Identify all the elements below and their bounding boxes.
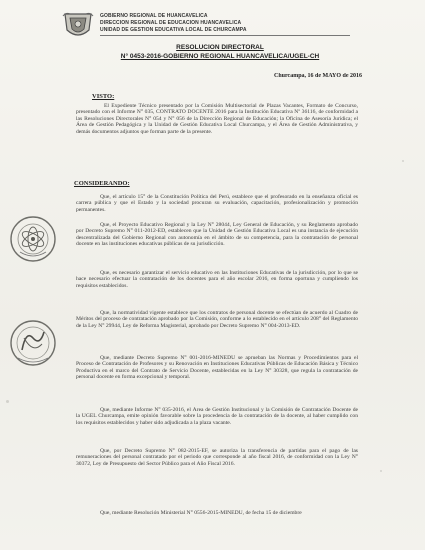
header-line-1: GOBIERNO REGIONAL DE HUANCAVELICA: [100, 13, 208, 19]
paragraph-7: Que, por Decreto Supremo N° 082-2015-EF, se autoriza la transferencia de partidas para el pago de las remuneraciones del personal contratado por el periodo que corresponde al año fiscal 2016, de conformidad con la Ley N° 30372, Ley de Presupuesto del Sector Público para el Año Fiscal 2016.: [76, 448, 358, 467]
header-line-3: UNIDAD DE GESTION EDUCATIVA LOCAL DE CHURCAMPA: [100, 27, 247, 33]
official-seal-stamp-2: [8, 318, 58, 368]
paragraph-6: Que, mediante Informe N° 035-2016, el Área de Gestión Institucional y la Comisión de Contratación Docente de la UGEL Churcampa, emite opinión favorable sobre la procedencia de la contratación de la docente, al haber cumplido con los requisitos establecidos y haber sido adjudicada a la plaza vacante.: [76, 407, 358, 426]
resolution-date: Churcampa, 16 de MAYO de 2016: [273, 73, 362, 79]
header-line-2: DIRECCION REGIONAL DE EDUCACION HUANCAVELICA: [100, 20, 242, 26]
paragraph-4: Que, la normatividad vigente establece que los contratos de personal docente se efectúan de acuerdo al Cuadro de Méritos del proceso de contratación aprobado por la Comisión, conforme a lo establecido en el artículo 208° del Reglamento de la Ley N° 29944, Ley de Reforma Magisterial, aprobado por Decreto Supremo N° 004-2013-ED.: [76, 310, 358, 329]
scan-speck: [380, 470, 382, 472]
paragraph-2: Que, el Proyecto Educativo Regional y la Ley N° 28044, Ley General de Educación, y su Reglamento aprobado por Decreto Supremo N° 011-2012-ED, establecen que la Unidad de Gestión Educativa Local es una instancia de ejecución descentralizada del Gobierno Regional con autonomía en el ámbito de su competencia, para la contratación de personal docente en las instituciones educativas públicas de su jurisdicción.: [76, 222, 358, 248]
considerando-heading: CONSIDERANDO:: [74, 180, 130, 187]
resolution-title: RESOLUCION DIRECTORAL: [176, 44, 264, 51]
paragraph-1: Que, el artículo 15° de la Constitución Política del Perú, establece que el profesorado en la enseñanza oficial es carrera pública y que el Estado y la sociedad procuran su evaluación, capacitación, profesionalización y promoción permanentes.: [76, 194, 358, 213]
official-seal-stamp-1: [8, 214, 58, 264]
visto-heading: VISTO:: [92, 93, 115, 100]
paragraph-5: Que, mediante Decreto Supremo N° 001-2016-MINEDU se aprueban las Normas y Procedimientos para el Proceso de Contratación de Profesores y su Renovación en Instituciones Educativas Públicas de Educación Básica y Técnico Productiva en el marco del Contrato de Servicio Docente, establecidas en la Ley N° 30328, que regula la contratación de personal docente en forma excepcional y temporal.: [76, 355, 358, 381]
visto-paragraph: El Expediente Técnico presentado por la Comisión Multisectorial de Plazas Vacantes, Formato de Concurso, presentado con el Informe N° 035, CONTRATO DOCENTE 2016 para la Institución Educativa Nº 36116, de conformidad a las Resoluciones Directorales N° 054 y N° 056 de la Dirección Regional de Educación; la Oficina de Asesoría Jurídica; el Área de Gestión Pedagógica y la Unidad de Gestión Educativa Local Churcampa, y el Área de Gestión Administrativa, y demás documentos adjuntos que forman parte de la presente.: [76, 103, 358, 135]
scan-speck: [6, 400, 9, 403]
resolution-number: N° 0453-2016-GOBIERNO REGIONAL HUANCAVELICA/UGEL-CH: [120, 53, 320, 60]
paragraph-8: Que, mediante Resolución Ministerial N° 0556-2015-MINEDU, de fecha 15 de diciembre: [100, 510, 302, 516]
coat-of-arms-logo: [62, 10, 94, 40]
header-divider: [100, 35, 350, 36]
paragraph-3: Que, es necesario garantizar el servicio educativo en las Instituciones Educativas de la jurisdicción, por lo que se hace necesario efectuar la contratación de los docentes para el año escolar 2016, en forma oportuna y cumpliendo los requisitos establecidos.: [76, 270, 358, 289]
scan-speck: [402, 160, 404, 162]
